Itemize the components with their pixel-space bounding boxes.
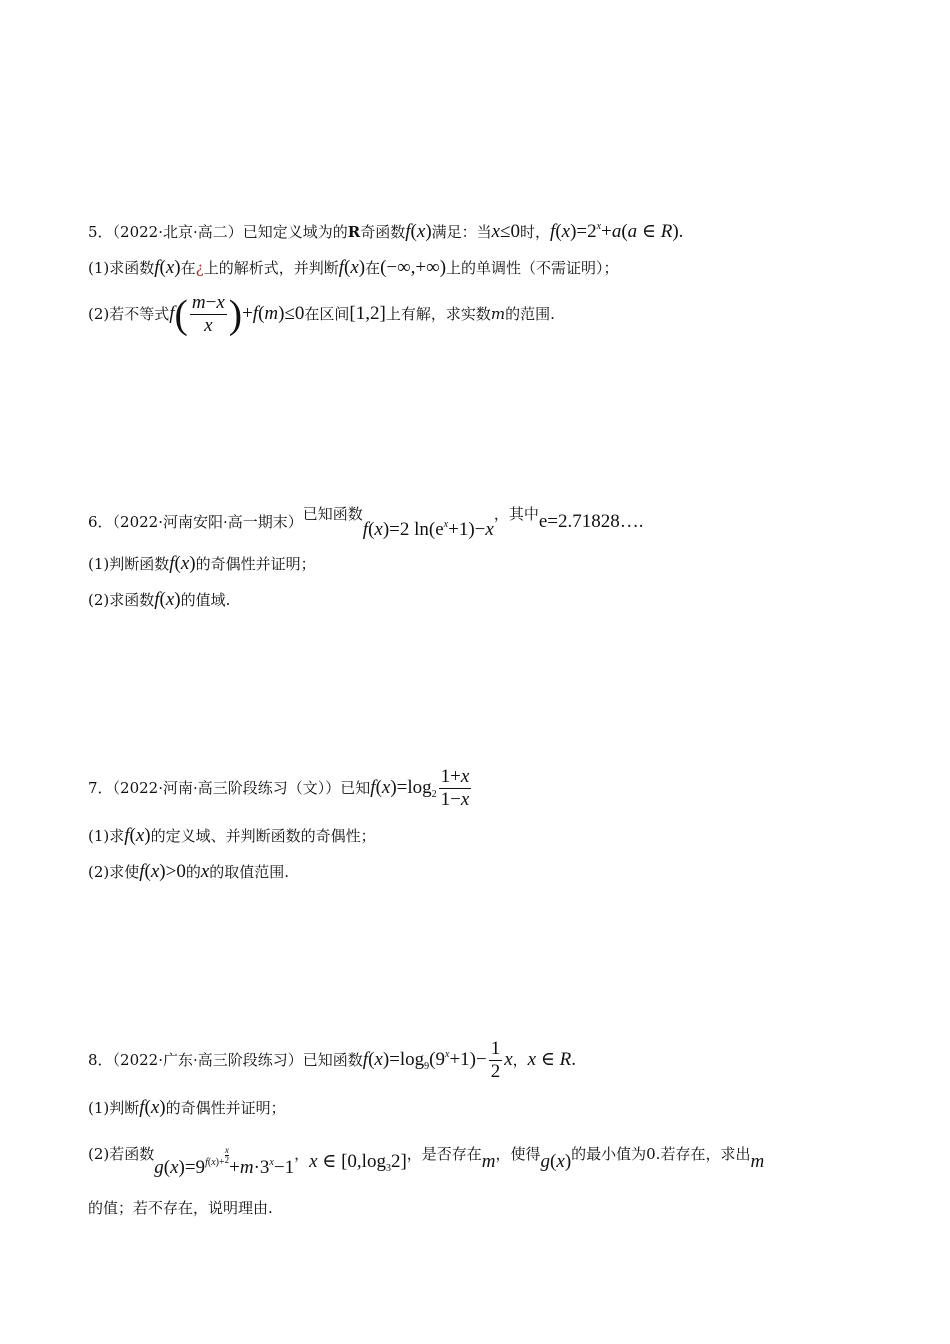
q6-source: （2022·河南安阳·高一期末） (112, 513, 303, 531)
q5-inequality: f( $\frac{m-x}{x}$ )+f(m)≤0 (169, 291, 305, 337)
q6-formula: f(x)=2 $\ln(e^x+1)-x$ (362, 519, 494, 540)
q8-source: （2022·广东·高三阶段练习） (112, 1051, 303, 1069)
q5-number: 5． (88, 223, 113, 241)
q8-formula: $f(x)=\log_9(9^x+1)-$ $\frac{1}{2}$ x (362, 1038, 513, 1083)
q5-R: R (347, 223, 361, 241)
q7-stem: 7．（2022·河南·高三阶段练习（文））已知$f(x)=\log_2$ $\frac{1+x}{1-x}$ (88, 764, 473, 812)
q8-g-formula: $g(x)=9^{f(x)+ \frac{x}{2}}$ $+m\cdot 3^x-1$ (154, 1145, 295, 1178)
q5-glyph: ¿ (195, 259, 204, 277)
q7-source: （2022·河南·高三阶段练习（文）） (112, 779, 341, 797)
q6-stem: 6．（2022·河南安阳·高一期末）已知函数f(x)=2 $\ln(e^x+1)-x$，其中e=2.71828…. (88, 505, 644, 540)
q6-part2: (2)求函数f(x)的值域. (88, 589, 231, 610)
q5-formula: $f(x)=2^x+a(a$ ∈ R). (550, 221, 684, 242)
q7-part2: (2)求使f(x)>0的x的取值范围. (88, 861, 290, 882)
q8-number: 8． (88, 1051, 113, 1069)
q8-part2-cont: 的值；若不存在，说明理由. (88, 1199, 273, 1217)
q8-part2: (2)若函数$g(x)=9^{f(x)+ \frac{x}{2}}$ $+m\cdot 3^x-1$，x ∈ $[0,\log_32]$，是否存在m，使得g(x)的最小值为0.若存在，求出m (88, 1145, 765, 1178)
q5-source: （2022·北京·高二） (112, 223, 243, 241)
q5-part1: (1)求函数f(x)在¿上的解析式，并判断f(x)在(−∞,+∞)上的单调性（不需证明）； (88, 257, 619, 278)
q7-number: 7． (88, 779, 113, 797)
q7-part1: (1)求f(x)的定义域、并判断函数的奇偶性； (88, 825, 376, 846)
q6-number: 6． (88, 513, 113, 531)
q6-part1: (1)判断函数f(x)的奇偶性并证明； (88, 553, 316, 574)
q5-fx: f(x) (405, 221, 432, 242)
q8-part1: (1)判断f(x)的奇偶性并证明； (88, 1097, 286, 1118)
q8-stem: 8．（2022·广东·高三阶段练习）已知函数$f(x)=\log_9(9^x+1)-$ $\frac{1}{2}$ x，x ∈ R. (88, 1038, 577, 1083)
q7-formula: $f(x)=\log_2$ $\frac{1+x}{1-x}$ (370, 766, 470, 811)
q5-stem: 5．（2022·北京·高二）已知定义域为的R奇函数f(x)满足：当x≤0时，$f(x)=2^x+a(a$ ∈ R). (88, 221, 684, 242)
q5-part2: (2)若不等式f( $\frac{m-x}{x}$ )+f(m)≤0在区间[1,2]上有解，求实数m的范围. (88, 291, 555, 337)
q6-e-value: e=2.71828 (538, 511, 620, 532)
